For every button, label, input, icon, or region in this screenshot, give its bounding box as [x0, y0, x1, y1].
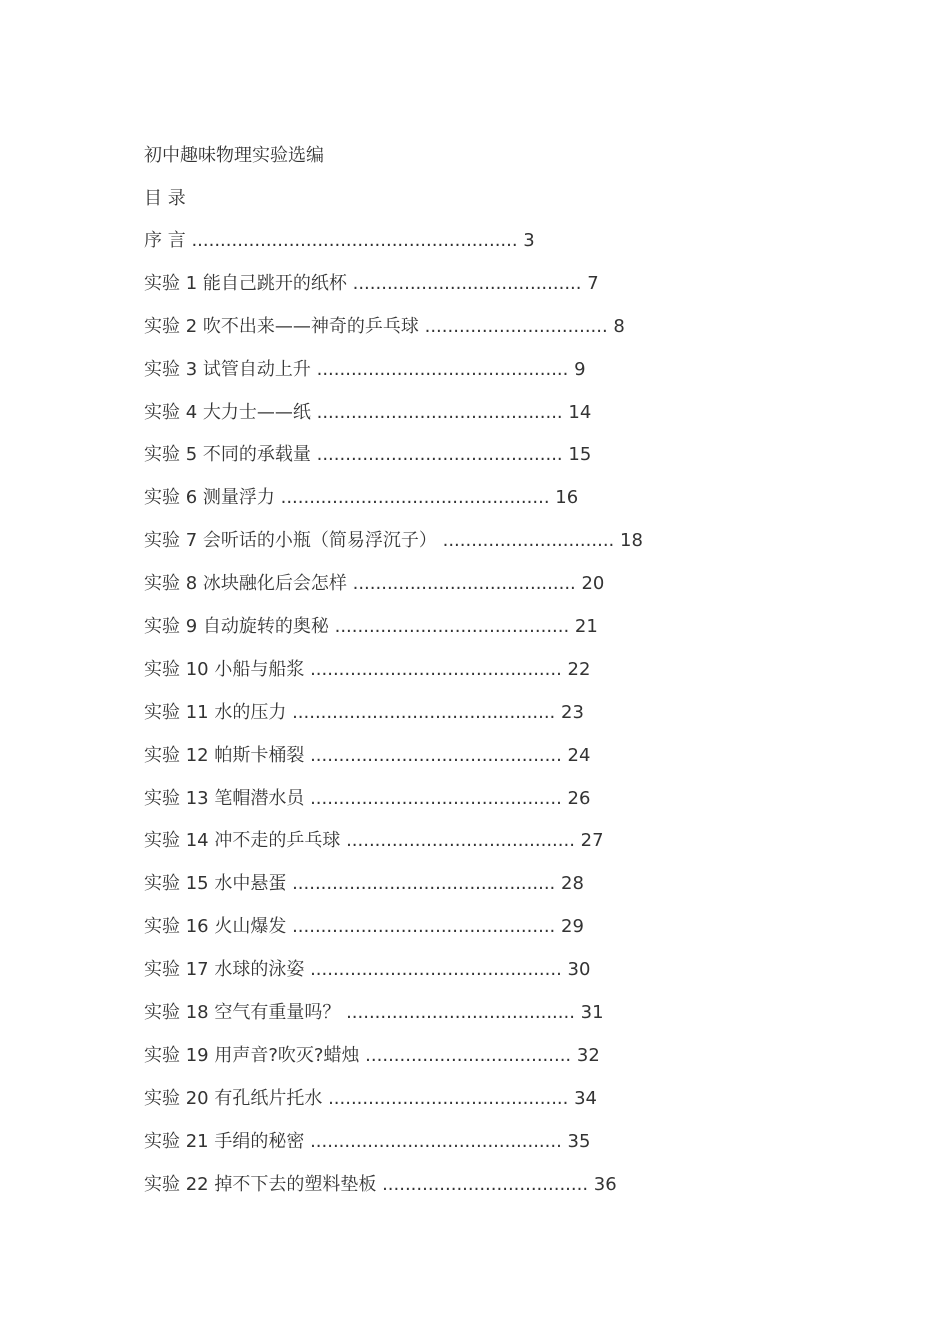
- toc-entry-17: 实验 17 水球的泳姿 ............................................ 30: [144, 959, 591, 981]
- toc-entry-5: 实验 5 不同的承载量 ........................................... 15: [144, 444, 592, 466]
- toc-entry-15: 实验 15 水中悬蛋 .............................................. 28: [144, 873, 584, 895]
- toc-entry-1: 实验 1 能自己跳开的纸杯 ........................................ 7: [144, 272, 599, 294]
- toc-entry-21: 实验 21 手绢的秘密 ............................................ 35: [144, 1130, 591, 1152]
- document-title: 初中趣味物理实验选编: [144, 145, 324, 166]
- toc-entry-13: 实验 13 笔帽潜水员 ............................................ 26: [144, 787, 591, 809]
- toc-list: [144, 229, 844, 1215]
- toc-entry-8: 实验 8 冰块融化后会怎样 ....................................... 20: [144, 573, 605, 595]
- toc-entry-10: 实验 10 小船与船浆 ............................................ 22: [144, 658, 591, 680]
- toc-entry-19: 实验 19 用声音?吹灭?蜡烛 .................................... 32: [144, 1044, 600, 1066]
- toc-entry-preface: 序 言 ......................................................... 3: [144, 230, 535, 251]
- toc-heading: 目 录: [144, 188, 186, 209]
- toc-entry-7: 实验 7 会听话的小瓶（简易浮沉子） .............................. 18: [144, 530, 643, 552]
- toc-entry-16: 实验 16 火山爆发 .............................................. 29: [144, 916, 584, 938]
- toc-entry-22: 实验 22 掉不下去的塑料垫板 .................................... 36: [144, 1173, 617, 1195]
- toc-entry-14: 实验 14 冲不走的乒乓球 ........................................ 27: [144, 830, 604, 852]
- toc-entry-18: 实验 18 空气有重量吗？ ........................................ 31: [144, 1002, 604, 1024]
- toc-entry-9: 实验 9 自动旋转的奥秘 ......................................... 21: [144, 616, 598, 638]
- toc-entry-3: 实验 3 试管自动上升 ............................................ 9: [144, 358, 586, 380]
- toc-entry-11: 实验 11 水的压力 .............................................. 23: [144, 701, 584, 723]
- toc-entry-4: 实验 4 大力士——纸 ........................................... 14: [144, 401, 592, 423]
- toc-entry-6: 实验 6 测量浮力 ............................................... 16: [144, 487, 579, 509]
- toc-entry-2: 实验 2 吹不出来——神奇的乒乓球 ................................ 8: [144, 315, 625, 337]
- toc-entry-12: 实验 12 帕斯卡桶裂 ............................................ 24: [144, 744, 591, 766]
- toc-entry-20: 实验 20 有孔纸片托水 .......................................... 34: [144, 1087, 598, 1109]
